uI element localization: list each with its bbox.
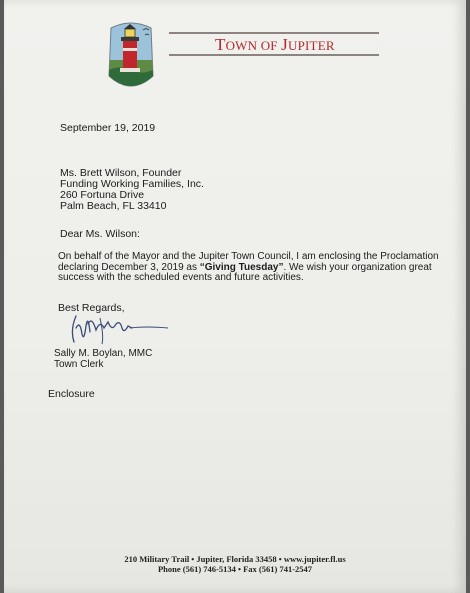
body-line: success with the scheduled events and future activities. xyxy=(58,272,304,283)
letter-date: September 19, 2019 xyxy=(60,122,156,134)
signer-block xyxy=(54,348,152,370)
giving-tuesday-emphasis: “Giving Tuesday” xyxy=(199,261,284,273)
closing: Best Regards, xyxy=(58,302,125,314)
town-of-jupiter-title: TOWN OF JUPITER xyxy=(215,35,335,54)
recipient-line: 260 Fortuna Drive xyxy=(60,189,145,201)
letterhead-rule-bottom xyxy=(169,54,379,56)
body-line: On behalf of the Mayor and the Jupiter Town Council, I am enclosing the Proclamation xyxy=(58,251,439,262)
enclosure-note: Enclosure xyxy=(48,388,95,400)
recipient-line: Funding Working Families, Inc. xyxy=(60,178,204,190)
footer-address: 210 Military Trail • Jupiter, Florida 33458 • www.jupiter.fl.us xyxy=(124,554,346,564)
footer-phone-fax: Phone (561) 746-5134 • Fax (561) 741-2547 xyxy=(157,564,313,574)
handwritten-signature xyxy=(60,306,170,348)
recipient-address xyxy=(60,168,204,212)
body-line: declaring December 3, 2019 as “Giving Tuesday”. We wish your organization great xyxy=(58,261,432,273)
letter-body xyxy=(58,252,438,284)
letterhead-rule-top xyxy=(169,32,379,34)
recipient-line: Palm Beach, FL 33410 xyxy=(60,200,167,212)
signer-name: Sally M. Boylan, MMC xyxy=(54,348,153,359)
lighthouse-logo-icon xyxy=(105,20,157,92)
letter-page xyxy=(4,0,466,593)
recipient-line: Ms. Brett Wilson, Founder xyxy=(60,167,182,179)
salutation: Dear Ms. Wilson: xyxy=(60,228,140,240)
signer-title: Town Clerk xyxy=(54,359,104,370)
